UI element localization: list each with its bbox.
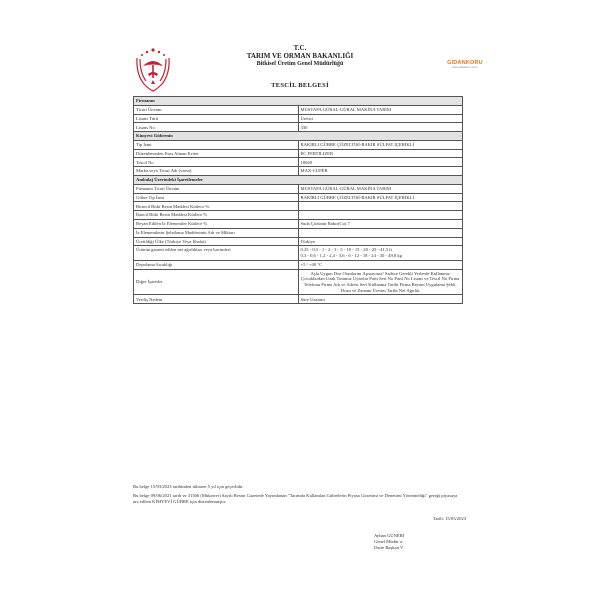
row-value: Türkiye [298, 237, 463, 246]
row-value: 18049 [298, 158, 463, 167]
row-value: BAKIRLI GÜBRE ÇÖZELTİSİ-BAKIR SÜLFAT İÇERİKLİ [298, 193, 463, 202]
table-row [134, 158, 463, 167]
brand-name: GIDANKORU [447, 60, 483, 66]
row-label: Üretildiği Ülke (Türkiye Veya İthalat) [134, 237, 299, 246]
row-value [298, 202, 463, 211]
row-value: MUSTAFA GÜRAL-GÜRAL MAKİNA TARIM [298, 184, 463, 193]
row-label: Birincil Bitki Besin Maddesi Kütlece % [134, 202, 299, 211]
row-label: İkincil Bitki Besin Maddesi Kütlece % [134, 211, 299, 220]
signatory-name: Ayhan GÜNERİ [374, 533, 405, 538]
row-value: 330 [298, 123, 463, 132]
row-value: Üretici [298, 114, 463, 123]
row-label: Gübre Tip İsmi [134, 193, 299, 202]
row-value: +5 / +40 °C [298, 260, 463, 269]
row-label: Ürünün garanti edilen net ağırlıkları veya hacimleri [134, 246, 299, 261]
table-row [134, 237, 463, 246]
row-label: Diğer İşaretler [134, 269, 299, 295]
header-tc: T.C. [293, 44, 307, 52]
row-value: MAX-CUPER [298, 167, 463, 176]
brand-tagline: www.gidankoru.com.tr [452, 66, 478, 69]
ministry-logo-icon [128, 44, 178, 94]
signatory-title: Genel Müdür a. [374, 538, 403, 544]
row-label: Lisans Türü [134, 114, 299, 123]
table-row [134, 228, 463, 237]
regulation-note: Bu belge 09/06/2021 tarih ve 31506 (Mükerrer) Sayılı Resmi Gazetede Yayımlanan "Tarımda Kullanılan Gübrelerin Piyasa Gözetimi ve Denetimi Yönetmeliği" gereği piyasaya arz edilen KİMYEVİ GÜBRE için düzenlenmiştir. [133, 493, 458, 504]
table-row [134, 269, 463, 295]
row-value: 0,25 - 0,5 - 1 - 2 - 3 - 5 - 10 - 15 - 20 - 25 - 41,5 lt 0,3 - 0,6 - 1,2 - 2,4 - 3,6 - 6 - 12 - 18 - 24 - 30 - 49,8 kg [298, 246, 463, 261]
row-value [298, 228, 463, 237]
table-row [134, 140, 463, 149]
header-ministry: TARIM VE ORMAN BAKANLIĞI [246, 52, 354, 60]
table-row [134, 114, 463, 123]
row-value [298, 211, 463, 220]
row-label: Lisans No [134, 123, 299, 132]
section-title: Kimyevi Gübrenin [134, 132, 463, 141]
table-row [134, 167, 463, 176]
row-label: Firmanın Ticari Ünvanı [134, 184, 299, 193]
row-value: Suda Çözünür Bakır(Cu) 7 [298, 219, 463, 228]
row-label: Marka veya Ticari Adı (varsa) [134, 167, 299, 176]
brand-stamp [440, 60, 490, 69]
section-header-fertilizer [134, 132, 463, 141]
row-label: Depolama Sıcaklığı [134, 260, 299, 269]
table-row [134, 260, 463, 269]
row-value: EC FERTILIZER [298, 149, 463, 158]
table-row [134, 149, 463, 158]
row-label: Beyan Edilen İz Elementler Kütlece % [134, 219, 299, 228]
section-header-packaging [134, 176, 463, 185]
table-row [134, 219, 463, 228]
validity-note: Bu belge 15/03/2023 tarihinden itibaren 5 yıl için geçerlidir. [133, 484, 244, 489]
header-department: Bitkisel Üretim Genel Müdürlüğü [256, 61, 344, 67]
row-value: Süre Uzatımı [298, 295, 463, 304]
table-row [134, 193, 463, 202]
table-row [134, 105, 463, 114]
row-label: Veriliş Nedeni [134, 295, 299, 304]
issue-date: Tarih: 15/03/2023 [433, 516, 466, 521]
row-value: MUSTAFA GÜRAL-GÜRAL MAKİNA TARIM [298, 105, 463, 114]
table-row [134, 184, 463, 193]
section-header-firm [134, 97, 463, 106]
row-label: Ticari Ünvanı [134, 105, 299, 114]
row-label: İz Elementlerin Şelatlama Maddesinin Adı ve Miktarı [134, 228, 299, 237]
document-title: TESCİL BELGESİ [271, 82, 329, 89]
row-label: Tip İsmi [134, 140, 299, 149]
signature-block [374, 533, 454, 550]
document-header [200, 44, 400, 68]
table-row [134, 123, 463, 132]
section-title: Firmanın [134, 97, 463, 106]
table-row [134, 211, 463, 220]
row-label: Düzenlemeden Esas Alınan Kriter [134, 149, 299, 158]
table-row [134, 295, 463, 304]
table-row [134, 202, 463, 211]
row-value: Aşla Uygun Doz Oranlarını Aşmayınız! Sadece Gerekli Yerlerde Kullanınız Çocuklardan Uzak Tutunuz Uyarılar Parti Seri No Parti No Lisans ve Tescil No Firma Telefonu Firma Adı ve Adresi Seri Kullanma Tarihi Firma Beyanı Uygulama Şekli, Dozu ve Zamanı Üretim Tarihi Net Ağırlık [298, 269, 463, 295]
table-row [134, 246, 463, 261]
row-label: Tescil No [134, 158, 299, 167]
signatory-title: Daire Başkan V [374, 544, 404, 550]
registration-table [133, 96, 463, 304]
row-value: BAKIRLI GÜBRE ÇÖZELTİSİ-BAKIR SÜLFAT İÇERİKLİ [298, 140, 463, 149]
section-title: Ambalaj Üzerindeki İşaretlemeler [134, 176, 463, 185]
